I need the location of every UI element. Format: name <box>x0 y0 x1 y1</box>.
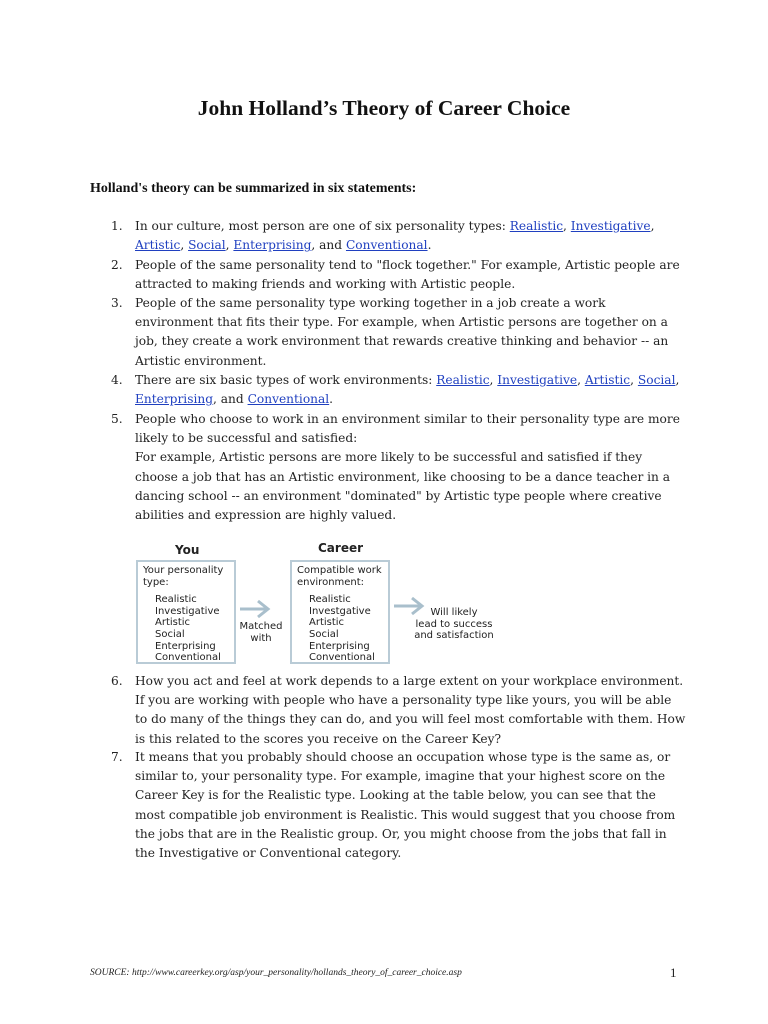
list-item: 7. It means that you probably should choose an occupation whose type is the same as, or similar to, your personality type. For example, imagine that your highest score on the Career Key is for the Realistic type. Looking at the table below, you can see that the most compatible job environment is Realistic. This would suggest that you choose from the jobs that are in the Realistic group. Or, you might choose from the jobs that fall in the Investigative or Conventional category. <box>111 750 676 861</box>
outcome-label: Will likely lead to success and satisfaction <box>414 607 494 642</box>
matched-with-label: Matched with <box>239 621 283 644</box>
list-item: 2. People of the same personality tend to "flock together." For example, Artistic people are attracted to making friends and working with Artistic people. <box>111 258 680 292</box>
environment-type-list: Realistic Investgative Artistic Social Enterprising Conventional <box>309 594 375 664</box>
list-item: 6. How you act and feel at work depends to a large extent on your workplace environment. If you are working with people who have a personality type like yours, you will be able to do many of the things they can do, and you will feel most comfortable with them. How is this related to the scores you receive on the Career Key? <box>111 674 686 746</box>
page-number: 1 <box>670 965 677 980</box>
arrow-right-icon <box>238 598 272 620</box>
link-realistic[interactable]: Realistic <box>436 373 490 387</box>
personality-match-diagram <box>130 540 510 672</box>
link-enterprising[interactable]: Enterprising <box>135 392 214 407</box>
link-realistic[interactable]: Realistic <box>509 219 564 233</box>
link-investigative[interactable]: Investigative <box>497 373 578 387</box>
personality-type-list: Realistic Investigative Artistic Social Enterprising Conventional <box>155 594 221 664</box>
career-heading: Career <box>318 541 364 555</box>
list-item: 3. People of the same personality type working together in a job create a work environment that fits their type. For example, when Artistic persons are together on a job, they create a work environment that rewards creative thinking and behavior -- an Artistic environment. <box>111 296 669 368</box>
link-investigative[interactable]: Investigative <box>570 219 651 233</box>
link-enterprising[interactable]: Enterprising <box>233 238 312 253</box>
link-social[interactable]: Social <box>188 238 226 253</box>
list-item: 4. There are six basic types of work environments: Realistic, Investigative, Artistic, Social, Enterprising, and Conventional. <box>111 373 680 407</box>
link-conventional[interactable]: Conventional <box>345 238 428 253</box>
work-environment-box: Compatible work environment: Realistic Investgative Artistic Social Enterprising Conventional <box>290 560 390 664</box>
list-item: 5. People who choose to work in an environment similar to their personality type are more likely to be successful and satisfied: For example, Artistic persons are more likely to be successful and satisfied if they choose a job that has an Artistic environment, like choosing to be a dance teacher in a dancing school -- an environment "dominated" by Artistic type people where creative abilities and expression are highly valued. <box>111 412 680 523</box>
page-title: John Holland’s Theory of Career Choice <box>197 96 571 120</box>
link-artistic[interactable]: Artistic <box>135 238 181 253</box>
source-citation: SOURCE: http://www.careerkey.org/asp/your_personality/hollands_theory_of_career_choice.asp <box>90 968 462 978</box>
link-social[interactable]: Social <box>637 373 676 387</box>
section-subtitle: Holland's theory can be summarized in six statements: <box>90 181 417 196</box>
you-heading: You <box>175 543 200 557</box>
list-item: 1. In our culture, most person are one of six personality types: Realistic, Investigative, Artistic, Social, Enterprising, and Conventional. <box>111 219 655 253</box>
personality-type-box: Your personality type: Realistic Investigative Artistic Social Enterprising Conventional <box>136 560 236 664</box>
link-artistic[interactable]: Artistic <box>584 373 631 387</box>
link-conventional[interactable]: Conventional <box>247 392 330 407</box>
